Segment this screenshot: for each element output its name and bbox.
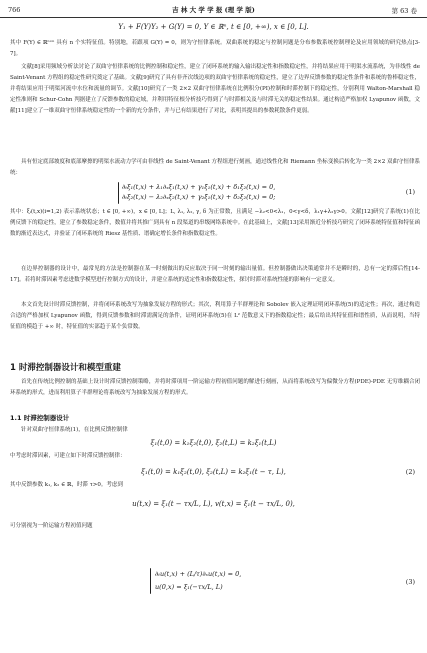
running-header xyxy=(0,0,427,18)
equation-number-2: (2) xyxy=(405,468,415,476)
paragraph-after-top-equation: 其中 F(Y) ∈ ℝⁿˣⁿ 具有 n 个实特征值。特别地，若跟项 G(Y) = 0，则为守恒律系统。双曲系统的稳定与控制问题是分布参数系统控制理论及应用领域的研究热点[3-7]。 xyxy=(10,40,420,57)
section-title: 1 时滞控制器设计和模型重建 xyxy=(10,363,121,373)
system3-line2: u(0,x) = ξ₁(−τx/L, L) xyxy=(155,583,223,591)
journal-title: 吉 林 大 学 学 报 (理 学 版) xyxy=(172,6,255,14)
left-brace xyxy=(150,568,151,594)
system1-line1: ∂ₜξ₁(t,x) + λ₁∂ₓξ₁(t,x) + γ₁ξ₁(t,x) + δ₁ξ₂(t,x) = 0, xyxy=(122,183,276,191)
equation-uv-definition: u(t,x) = ξ₁(t − τx/L, L), v(t,x) = ξ₁(t − τx/L, 0), xyxy=(132,500,295,508)
paragraph-literature-review: 文献[8]采用频域分析法讨论了双曲守恒律系统的比例控制和稳定性，建立了闭环系统的输入输出稳定性和指数稳定性，并将结果应用于明渠水流系统，为非线性 de Saint-Venant 方程组的稳定性研究奠定了基础。文献[9]研究了具有非齐次线边项的双曲守恒律系统的稳定性，建立了边界反馈参数的稳定性条件和系统的鲁棒稳定性，并将结果应用于明渠河流中水位和流量的调节。文献[10]研究了一类 2×2 双曲守恒律系统在比例积分(PI)控制和时滞控制下的稳定性，分别利用 Walton-Marshall 稳定性准则和 Schur-Cohn 判据建立了反馈参数的稳定域，并利用特征根分析技巧得到了与时滞相关及与时滞无关的稳定性结果。通过构造严格加权 Lyapunov 函数，文献[11]建立了一维双曲守恒律系统稳定性的一个新的充分条件，并与已有结果进行了对比，表明其提出的参数耗散条件更弱。 xyxy=(10,64,420,114)
paragraph-saint-venant: 具有恒定底部坡度和底部摩擦的明渠水流动力学可由非线性 de Saint-Venant 方程组进行刻画，通过线性化和 Riemann 坐标变换后转化为一类 2×2 双曲守恒律系统： xyxy=(10,159,420,176)
page-number: 766 xyxy=(8,6,21,14)
equation-top: Y₁ + F(Y)Y₂ + G(Y) = 0, Y ∈ ℝⁿ, t ∈ [0, +∞), x ∈ [0, L]. xyxy=(118,23,309,31)
equation-number-1: (1) xyxy=(405,188,415,196)
paragraph-section1-intro: 首先在传统比例控制的基础上设计时滞反馈控制策略，并将时滞项用一阶运输方程初值问题的解进行刻画，从而将系统改写为偏微分方程(PDE)-PDE 无穷维耦合闭环系统的形式，进而利用算子半群理论将系统改写为抽象发展方程的形式。 xyxy=(10,379,420,396)
equation-delay-control: ξ₁(t,0) = k₁ξ₂(t,0), ξ₂(t,L) = k₂ξ₁(t − τ, L), xyxy=(141,468,286,476)
equation-number-3: (3) xyxy=(405,578,415,586)
paragraph-time-delay: 在边界控制器的设计中，最常见的方法是控制器在某一时刻做出的反应取决于同一时刻的输出量值。但控制器做出决策通常并不是瞬时的，总有一定的滞后性[14-17]。若将时滞因素考虑进数学模型进行控制方式的设计，并建立系统的适定性和指数稳定性，探讨时滞对系统性能的影响有一定意义。 xyxy=(10,266,420,283)
equation-proportional-control: ξ₁(t,0) = k₁ξ₂(t,0), ξ₂(t,L) = k₂ξ₁(t,L) xyxy=(150,439,277,447)
system1-line2: ∂ₜξ₂(t,x) − λ₂∂ₓξ₂(t,x) + γ₂ξ₁(t,x) + δ₂ξ₂(t,x) = 0; xyxy=(122,193,276,201)
volume-label: 第 63 卷 xyxy=(391,7,417,15)
paragraph-feedback-params: 其中反馈参数 k₁, k₂ ∈ ℝ，时滞 τ>0。考虑到 xyxy=(10,482,123,488)
subsection-title: 1.1 时滞控制器设计 xyxy=(10,414,70,422)
paragraph-outline: 本文首先设计时滞反馈控制，并将闭环系统改写为抽象发展方程的形式；其次，利用算子半群理论和 Sobolev 嵌入定理证明闭环系统(5)的适定性；再次，通过构造合适的严格加权 Lyapunov 函数，得到反馈参数和时滞需满足的条件，证明闭环系统(5)在 L² 范数意义下的指数稳定性；最后给出其特征值和谱性质，从而说明，当特征值的模趋于 +∞ 时，特征值的实部趋于某个负常数。 xyxy=(10,302,420,330)
paragraph-delay-law-intro: 中考虑时滞因素，可建立如下时滞反馈控制律： xyxy=(10,453,126,459)
paragraph-where: 其中：ξᵢ(t,x)(i=1,2) 表示系统状态；t ∈ [0, +∞)，x ∈ [0, L]；L, λ₁, λ₂, γ, δ 为正常数，且满足 −λ₂<0<λ₁，0<γ<δ，λ₁γ+λ₂γ>0。文献[12]研究了系统(1)在比例反馈下的稳定性，建立了参数稳定条件，数值并将其推广到具有 n 段渠道的串级网络系统中。在此基础上，文献[13]采用渐近分析技巧研究了闭环系统特征值和特征函数的渐近表达式，并验证了闭环系统的 Riesz 基性质、谱确定增长条件和指数稳定性。 xyxy=(10,209,420,237)
paragraph-control-law-intro: 针对双曲守恒律系统(1)，在比例反馈控制律 xyxy=(21,427,128,433)
system3-line1: ∂ₜu(t,x) + (L/τ)∂ₓu(t,x) = 0, xyxy=(155,570,242,578)
paragraph-transport-intro: 可分别视为一阶运输方程初值问题 xyxy=(10,523,93,529)
left-brace xyxy=(118,182,119,204)
